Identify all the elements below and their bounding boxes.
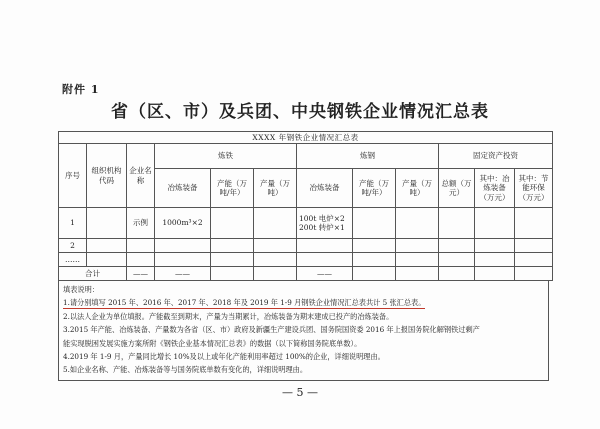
attachment-label: 附件 1 [62, 83, 100, 96]
document-title: 省（区、市）及兵团、中央钢铁企业情况汇总表 [111, 102, 489, 122]
instruction-item [63, 296, 544, 309]
header-org-code: 组织机构代码 [87, 144, 127, 208]
instructions-heading: 填表说明： [63, 285, 99, 294]
table-row [59, 253, 553, 267]
row-iron-equipment: 1000m³×2 [155, 208, 211, 239]
page-number: — 5 — [282, 386, 318, 399]
header-iron-equipment: 冶炼装备 [155, 169, 211, 208]
row-seq: 1 [59, 208, 87, 239]
header-iron-output: 产量（万吨） [254, 169, 297, 208]
row-company: 示例 [127, 208, 155, 239]
row-steel-equipment [297, 208, 353, 239]
header-smelting-equipment: 其中：冶炼装备（万元） [475, 169, 515, 208]
instructions-box [58, 281, 549, 381]
instruction-item-1: 1.请分别填写 2015 年、2016 年、2017 年、2018 年及 2019 年 1-9 月钢铁企业情况汇总表共计 5 张汇总表。 [63, 298, 426, 308]
header-steelmaking: 炼钢 [297, 144, 439, 169]
summary-table-container [58, 131, 549, 381]
header-energy-env: 其中：节能环保（万元） [515, 169, 553, 208]
row-steel-equipment-2: 200t 转炉×1 [299, 223, 345, 232]
total-steel-equipment-dash: —— [297, 267, 353, 281]
total-label: 合计 [59, 267, 127, 281]
header-iron-capacity: 产能（万吨/年） [211, 169, 254, 208]
header-ironmaking: 炼铁 [155, 144, 297, 169]
header-seq: 序号 [59, 144, 87, 208]
header-steel-equipment: 冶炼装备 [297, 169, 353, 208]
instruction-item-5: 5.如企业名称、产能、冶炼装备等与国务院底单数有变化的，详细说明理由。 [63, 365, 308, 375]
total-company-dash: —— [127, 267, 155, 281]
instruction-item-4: 4.2019 年 1-9 月，产量同比增长 10%及以上或年化产能利用率超过 100%的企业，详细说明理由。 [63, 352, 385, 362]
row-org-code [87, 208, 127, 239]
table-row [59, 208, 553, 239]
summary-table [58, 131, 553, 281]
header-steel-capacity: 产能（万吨/年） [353, 169, 396, 208]
header-steel-output: 产量（万吨） [396, 169, 439, 208]
table-caption-row [59, 132, 553, 144]
table-caption: XXXX 年钢铁企业情况汇总表 [59, 132, 553, 144]
total-row [59, 267, 553, 281]
row-seq: …… [59, 253, 87, 267]
table-row [59, 239, 553, 253]
header-company-name: 企业名称 [127, 144, 155, 208]
header-total-amount: 总额（万元） [439, 169, 475, 208]
instruction-item-3b: 能实现脱困发展实施方案所附《钢铁企业基本情况汇总表》的数据（以下简称国务院底单数）。 [63, 338, 362, 348]
header-row-1 [59, 144, 553, 169]
instruction-item-3a: 3.2015 年产能、冶炼装备、产量数为各省（区、市）政府及新疆生产建设兵团、国务院国资委 2016 年上报国务院化解钢铁过剩产 [63, 325, 480, 335]
header-fixed-assets: 固定资产投资 [439, 144, 553, 169]
instruction-item-2: 2.以法人企业为单位填报。产能截至到期末，产量为当期累计，冶炼装备为期末建成已投产的冶炼装备。 [63, 311, 394, 321]
total-iron-equipment-dash: —— [155, 267, 211, 281]
row-seq: 2 [59, 239, 87, 253]
row-steel-equipment-1: 100t 电炉×2 [299, 213, 345, 223]
